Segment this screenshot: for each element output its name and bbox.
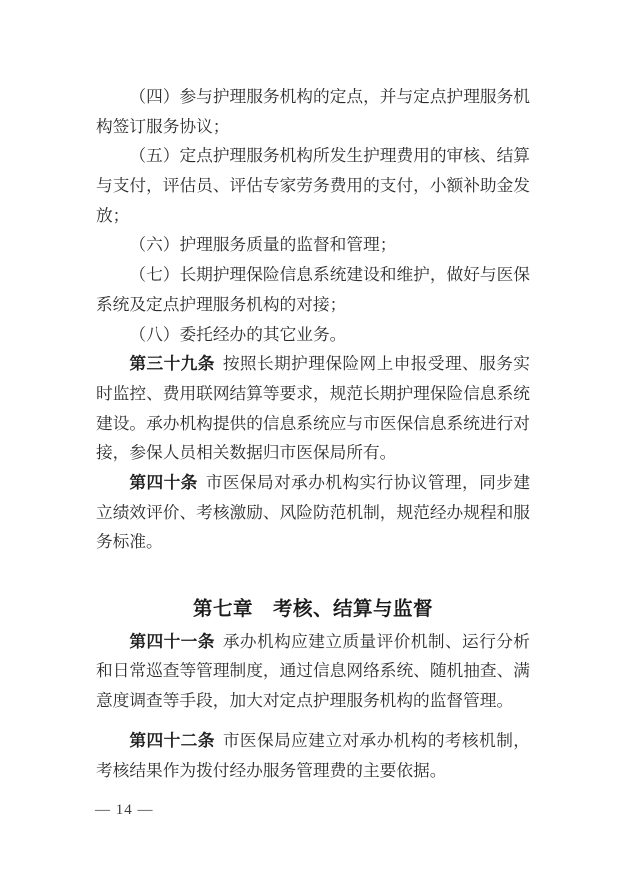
text-line bbox=[96, 290, 530, 320]
document-body bbox=[96, 82, 530, 786]
text-line bbox=[96, 756, 530, 786]
text-line bbox=[96, 686, 530, 716]
line-text: （六）护理服务质量的监督和管理； bbox=[129, 235, 397, 255]
chapter-heading: 第七章 考核、结算与监督 bbox=[192, 598, 433, 620]
line-text: 建设。承办机构提供的信息系统应与市医保信息系统进行对 bbox=[96, 413, 530, 433]
article-number: 第四十一条 bbox=[129, 631, 215, 651]
line-text: 市医保局对承办机构实行协议管理，同步建 bbox=[205, 472, 530, 492]
line-text: 与支付，评估员、评估专家劳务费用的支付，小额补助金发 bbox=[96, 176, 530, 196]
text-line bbox=[96, 260, 530, 290]
text-line bbox=[96, 656, 530, 686]
article-number: 第四十二条 bbox=[129, 731, 215, 751]
text-line bbox=[96, 112, 530, 142]
line-text: 考核结果作为拨付经办服务管理费的主要依据。 bbox=[96, 761, 447, 781]
text-line bbox=[96, 468, 530, 498]
text-line bbox=[96, 141, 530, 171]
line-text: 市医保局应建立对承办机构的考核机制， bbox=[222, 731, 530, 751]
text-line bbox=[96, 171, 530, 201]
text-line bbox=[96, 527, 530, 557]
line-text: （八）委托经办的其它业务。 bbox=[129, 324, 347, 344]
line-text: 和日常巡查等管理制度，通过信息网络系统、随机抽查、满 bbox=[96, 661, 530, 681]
text-line bbox=[96, 438, 530, 468]
line-text: 承办机构应建立质量评价机制、运行分析 bbox=[222, 631, 530, 651]
article-number: 第三十九条 bbox=[129, 354, 215, 374]
line-text: 放； bbox=[96, 205, 130, 225]
line-text: 立绩效评价、考核激励、风险防范机制，规范经办规程和服 bbox=[96, 502, 530, 522]
text-line bbox=[96, 498, 530, 528]
text-line bbox=[96, 201, 530, 231]
line-text: 时监控、费用联网结算等要求，规范长期护理保险信息系统 bbox=[96, 383, 530, 403]
line-text: （七）长期护理保险信息系统建设和维护，做好与医保 bbox=[129, 265, 530, 285]
text-line bbox=[96, 320, 530, 350]
text-line bbox=[96, 349, 530, 379]
line-text: 接，参保人员相关数据归市医保局所有。 bbox=[96, 443, 397, 463]
line-text: （五）定点护理服务机构所发生护理费用的审核、结算 bbox=[129, 146, 530, 166]
line-text: （四）参与护理服务机构的定点，并与定点护理服务机 bbox=[129, 87, 530, 106]
text-line bbox=[96, 230, 530, 260]
text-line bbox=[96, 409, 530, 439]
text-line bbox=[96, 379, 530, 409]
text-line bbox=[96, 82, 530, 112]
line-text: 系统及定点护理服务机构的对接； bbox=[96, 294, 347, 314]
article-number: 第四十条 bbox=[129, 472, 198, 492]
line-text: 务标准。 bbox=[96, 532, 163, 552]
line-text: 意度调查等手段，加大对定点护理服务机构的监督管理。 bbox=[96, 691, 514, 711]
line-text: 按照长期护理保险网上申报受理、服务实 bbox=[222, 354, 530, 374]
text-line bbox=[96, 627, 530, 657]
page-number: — 14 — bbox=[95, 802, 154, 818]
text-line bbox=[96, 726, 530, 756]
line-text: 构签订服务协议； bbox=[96, 116, 230, 136]
